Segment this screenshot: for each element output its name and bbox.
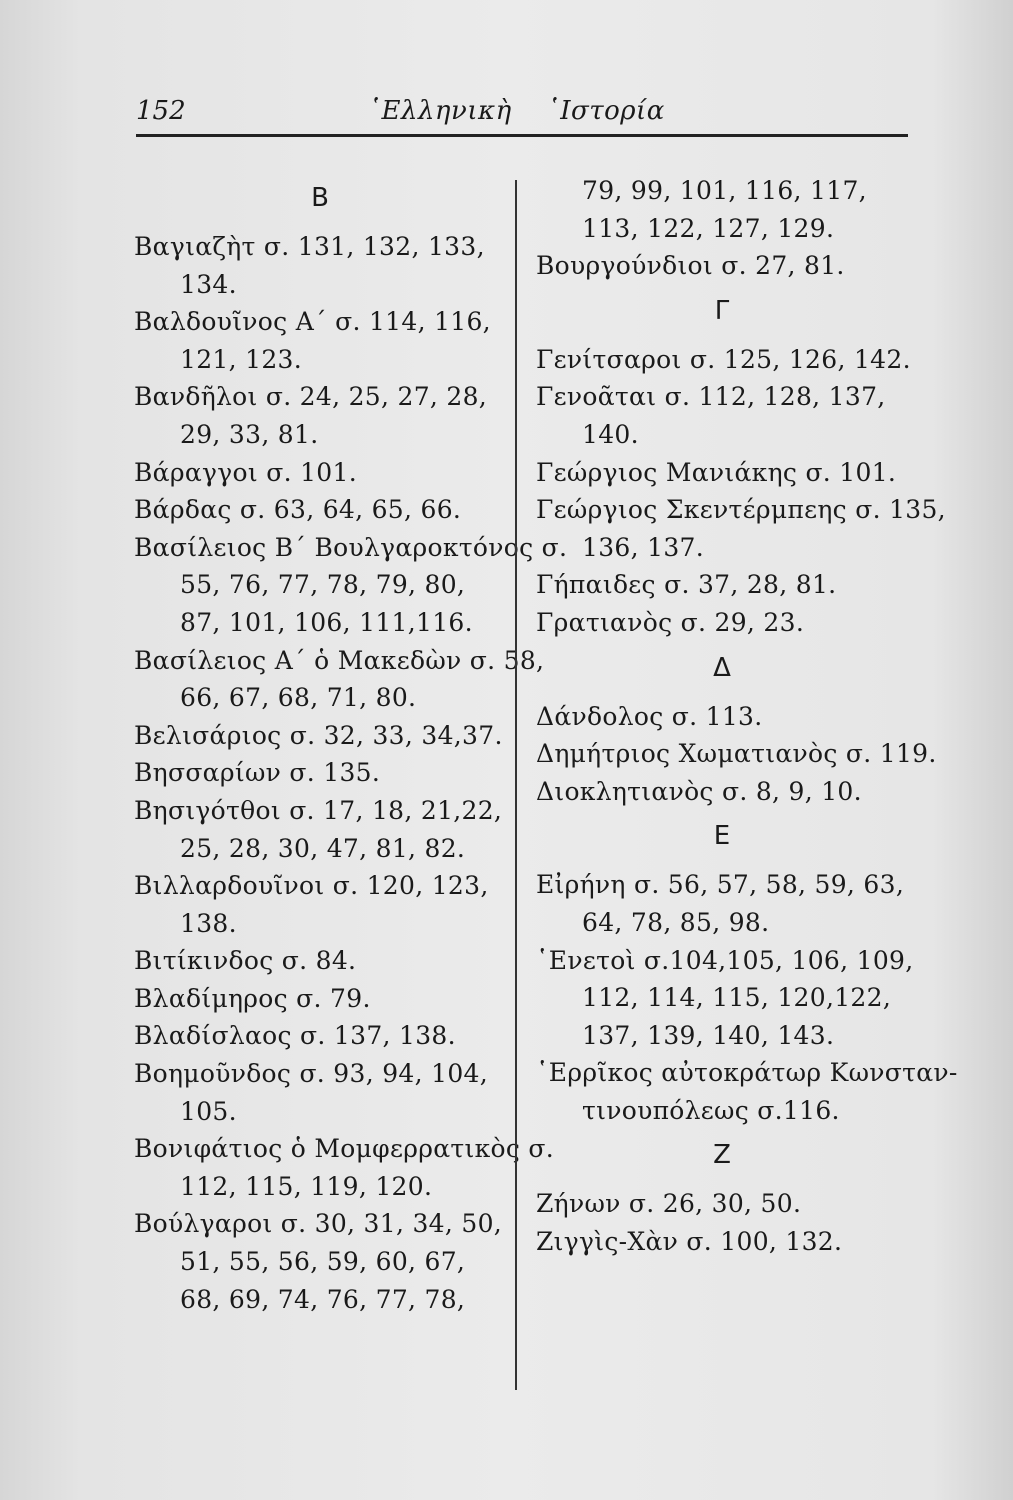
index-entry: [134, 1205, 506, 1318]
entry-headline: Βησιγότθοι σ. 17, 18, 21,22,: [134, 795, 503, 825]
entry-headline: Γεώργιος Σκεντέρμπεης σ. 135,: [536, 495, 946, 525]
index-entry: [536, 1185, 908, 1223]
index-entry: [134, 980, 506, 1018]
entry-continuation-line: 64, 78, 85, 98.: [582, 907, 770, 937]
entry-headline: Γενοᾶται σ. 112, 128, 137,: [536, 382, 886, 412]
page-number: 152: [136, 96, 186, 126]
running-title: ῾Ελληνικὴ ῾Ιστορία: [368, 96, 665, 126]
index-entry: [134, 303, 506, 378]
entry-continuation-line: 55, 76, 77, 78, 79, 80,: [180, 570, 466, 600]
entry-headline: Βλαδίμηρος σ. 79.: [134, 983, 371, 1013]
entry-continuation-line: 134.: [180, 269, 237, 299]
section-letter: Ε: [713, 821, 731, 852]
index-entry: [134, 1055, 506, 1130]
entry-continuation-line: τινουπόλεως σ.116.: [582, 1095, 840, 1125]
index-entry: [134, 942, 506, 980]
index-entry: [536, 604, 908, 642]
entry-headline: Δημήτριος Χωματιανὸς σ. 119.: [536, 739, 937, 769]
index-entry: [134, 792, 506, 867]
entry-headline: Βάραγγοι σ. 101.: [134, 457, 357, 487]
entry-headline: Βασίλειος Α΄ ὁ Μακεδὼν σ. 58,: [134, 645, 545, 675]
running-header: [136, 96, 906, 136]
entry-headline: Βαγιαζὴτ σ. 131, 132, 133,: [134, 232, 485, 261]
column-divider: [515, 180, 517, 1390]
entry-continuation-line: 137, 139, 140, 143.: [582, 1020, 835, 1050]
entry-headline: Βοημοῦνδος σ. 93, 94, 104,: [134, 1059, 488, 1089]
entry-headline: Δάνδολος σ. 113.: [536, 701, 763, 731]
section-letter: Β: [311, 183, 329, 213]
index-entry: [536, 172, 908, 247]
entry-headline: Βάρδας σ. 63, 64, 65, 66.: [134, 495, 462, 525]
entry-headline: Διοκλητιανὸς σ. 8, 9, 10.: [536, 776, 862, 806]
index-entry: [134, 1017, 506, 1055]
entry-headline: Γεώργιος Μανιάκης σ. 101.: [536, 457, 897, 487]
entry-headline: Βιλλαρδουῖνοι σ. 120, 123,: [134, 871, 489, 901]
entry-headline: Ζήνων σ. 26, 30, 50.: [536, 1189, 802, 1219]
entry-headline: ῾Ερρῖκος αὐτοκράτωρ Κωνσταν-: [536, 1058, 958, 1088]
entry-continuation-line: 105.: [180, 1096, 237, 1126]
entry-headline: Ζιγγὶς-Χὰν σ. 100, 132.: [536, 1227, 843, 1257]
entry-continuation-line: 51, 55, 56, 59, 60, 67,: [180, 1247, 466, 1277]
entry-headline: Βιτίκινδος σ. 84.: [134, 946, 357, 976]
index-entry: [134, 642, 545, 717]
header-rule: [136, 134, 908, 137]
entry-continuation-line: 112, 114, 115, 120,122,: [582, 983, 892, 1013]
index-entry: [536, 341, 911, 379]
index-entry: [536, 1054, 958, 1129]
entry-continuation-line: 68, 69, 74, 76, 77, 78,: [180, 1284, 466, 1314]
index-column-left: [134, 172, 568, 1318]
index-entry: [536, 454, 908, 492]
entry-continuation-line: 138.: [180, 908, 237, 938]
section-letter: Γ: [714, 295, 730, 326]
entry-headline: ῾Ενετοὶ σ.104,105, 106, 109,: [536, 945, 914, 975]
entry-continuation-line: 136, 137.: [582, 532, 704, 562]
index-entry: [536, 247, 908, 285]
index-entry: [536, 491, 946, 566]
entry-headline: Βλαδίσλαος σ. 137, 138.: [134, 1021, 456, 1051]
index-entry: [134, 867, 506, 942]
entry-headline: Βαλδουῖνος Α΄ σ. 114, 116,: [134, 307, 491, 337]
index-entry: [134, 228, 506, 303]
index-entry: [134, 378, 506, 453]
entry-headline: Γενίτσαροι σ. 125, 126, 142.: [536, 344, 911, 374]
index-entry: [134, 529, 568, 642]
entry-headline: Βονιφάτιος ὁ Μομφερρατικὸς σ.: [134, 1134, 555, 1164]
section-letter: Ζ: [713, 1140, 731, 1171]
entry-continuation-line: 112, 115, 119, 120.: [180, 1171, 433, 1201]
entry-headline: Βησσαρίων σ. 135.: [134, 758, 381, 788]
index-entry: [134, 454, 506, 492]
entry-continuation-line: 87, 101, 106, 111,116.: [180, 607, 473, 637]
index-entry: [536, 1223, 908, 1261]
entry-continuation-line: 121, 123.: [180, 344, 302, 374]
index-entry: [536, 566, 908, 604]
entry-continuation-line: 66, 67, 68, 71, 80.: [180, 683, 417, 713]
entry-headline: Γήπαιδες σ. 37, 28, 81.: [536, 570, 837, 600]
entry-headline: Εἰρήνη σ. 56, 57, 58, 59, 63,: [536, 870, 905, 900]
index-entry: [536, 378, 908, 453]
entry-continuation-line: 25, 28, 30, 47, 81, 82.: [180, 833, 466, 863]
entry-headline: Γρατιανὸς σ. 29, 23.: [536, 607, 805, 637]
entry-headline: Βουργούνδιοι σ. 27, 81.: [536, 251, 845, 281]
index-entry: [536, 698, 908, 736]
index-entry: [536, 773, 908, 811]
entry-headline: Βανδῆλοι σ. 24, 25, 27, 28,: [134, 382, 488, 412]
index-entry: [536, 942, 914, 1055]
entry-continuation-line: 113, 122, 127, 129.: [582, 213, 835, 243]
index-entry: [134, 717, 506, 755]
entry-headline: Βελισάριος σ. 32, 33, 34,37.: [134, 720, 503, 750]
entry-continuation-line: 79, 99, 101, 116, 117,: [582, 176, 867, 205]
index-entry: [134, 1130, 555, 1205]
entry-headline: Βασίλειος Β΄ Βουλγαροκτόνος σ.: [134, 532, 568, 562]
section-letter: Δ: [713, 652, 731, 683]
entry-headline: Βούλγαροι σ. 30, 31, 34, 50,: [134, 1209, 503, 1239]
index-entry: [134, 754, 506, 792]
index-entry: [134, 491, 506, 529]
index-entry: [536, 735, 937, 773]
entry-continuation-line: 140.: [582, 419, 639, 449]
entry-continuation-line: 29, 33, 81.: [180, 419, 319, 449]
index-column-right: [536, 172, 958, 1261]
index-entry: [536, 866, 908, 941]
